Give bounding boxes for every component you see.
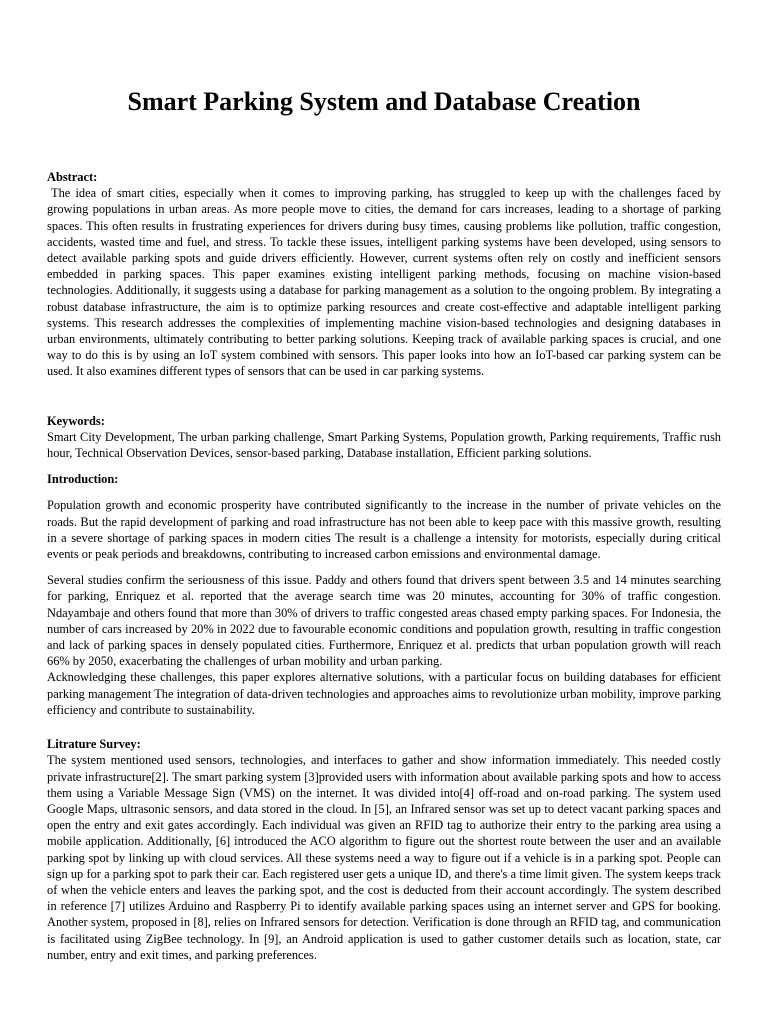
literature-survey-section <box>47 736 721 963</box>
paper-title: Smart Parking System and Database Creation <box>127 87 641 116</box>
abstract-section <box>47 169 721 380</box>
introduction-heading: Introduction: <box>47 472 119 487</box>
introduction-paragraph-2: Several studies confirm the seriousness of this issue. Paddy and others found that drivers spent between 3.5 and 14 minutes searching for parking, Enriquez et al. reported that the average search time was 20 minutes, accounting for 30% of traffic congestion. Ndayambaje and others found that more than 30% of drivers to traffic congested areas chased empty parking spaces. For Indonesia, the number of cars increased by 20% in 2022 due to favourable economic conditions and population growth, resulting in traffic congestion and lack of parking spaces in densely populated cities. Furthermore, Enriquez et al. predicts that urban population growth will reach 66% by 2050, exacerbating the challenges of urban mobility and urban parking. <box>47 573 721 669</box>
introduction-paragraph-3: Acknowledging these challenges, this paper explores alternative solutions, with a particular focus on building databases for efficient parking management The integration of data-driven technologies and approaches aims to revolutionize urban mobility, improve parking efficiency and contribute to sustainability. <box>47 670 721 717</box>
abstract-heading: Abstract: <box>47 170 98 184</box>
literature-survey-body: The system mentioned used sensors, technologies, and interfaces to gather and show information immediately. This needed costly private infrastructure[2]. The smart parking system [3]provided users with information about available parking spots and how to access them using a Variable Message Sign (VMS) on the internet. It was divided into[4] off-road and on-road parking. The system used Google Maps, ultrasonic sensors, and data stored in the cloud. In [5], an Infrared sensor was set up to detect vacant parking spaces and open the entry and exit gates accordingly. Each individual was given an RFID tag to authorize their entry to the parking area using a mobile application. Additionally, [6] introduced the ACO algorithm to figure out the shortest route between the user and an available parking spot by linking up with cloud services. All these systems need a way to figure out if a vehicle is in a parking spot. People can sign up for a parking spot to park their car. Each registered user gets a unique ID, and there's a time limit given. The system keeps track of when the vehicle enters and leaves the parking spot, and the cost is deducted from their account accordingly. The system described in reference [7] utilizes Arduino and Raspberry Pi to identify available parking spaces using an internet server and GPS for booking. Another system, proposed in [8], relies on Infrared sensors for detection. Verification is done through an RFID tag, and communication is facilitated using ZigBee technology. In [9], an Android application is used to gather customer details such as location, state, car number, entry and exit times, and parking preferences. <box>47 753 721 962</box>
keywords-section <box>47 413 721 462</box>
keywords-heading: Keywords: <box>47 413 105 428</box>
introduction-section <box>47 471 721 718</box>
abstract-body: The idea of smart cities, especially when it comes to improving parking, has struggled to keep up with the challenges faced by growing populations in urban areas. As more people move to cities, the demand for cars increases, leading to a shortage of parking spaces. This often results in frustrating experiences for drivers during busy times, causing problems like pollution, traffic congestion, accidents, wasted time and fuel, and stress. To tackle these issues, intelligent parking systems have been developed, using sensors to detect available parking spots and guide drivers efficiently. However, current systems often rely on costly and inefficient sensors embedded in parking spaces. This paper examines existing intelligent parking methods, focusing on machine vision-based technologies. Additionally, it suggests using a database for parking management as a solution to the ongoing problem. By integrating a robust database infrastructure, the aim is to optimize parking resources and create cost-effective and adaptable intelligent parking systems. This research addresses the complexities of implementing machine vision-based technologies and designing databases in urban environments, ultimately contributing to better parking solutions. Keeping track of available parking spaces is crucial, and one way to do this is by using an IoT system combined with sensors. This paper looks into how an IoT-based car parking system can be used. It also examines different types of sensors that can be used in car parking systems. <box>47 186 721 379</box>
introduction-paragraph-1: Population growth and economic prosperity have contributed significantly to the increase in the number of private vehicles on the roads. But the rapid development of parking and road infrastructure has not been able to keep pace with this massive growth, resulting in a severe shortage of parking spaces in modern cities The result is a challenge a intensity for motorists, especially during critical events or peak periods and breakdowns, contributing to increased carbon emissions and environmental damage. <box>47 498 721 562</box>
literature-survey-heading: Litrature Survey: <box>47 737 141 752</box>
keywords-body: Smart City Development, The urban parking challenge, Smart Parking Systems, Population growth, Parking requirements, Traffic rush hour, Technical Observation Devices, sensor-based parking, Database installation, Efficient parking solutions. <box>47 429 721 461</box>
